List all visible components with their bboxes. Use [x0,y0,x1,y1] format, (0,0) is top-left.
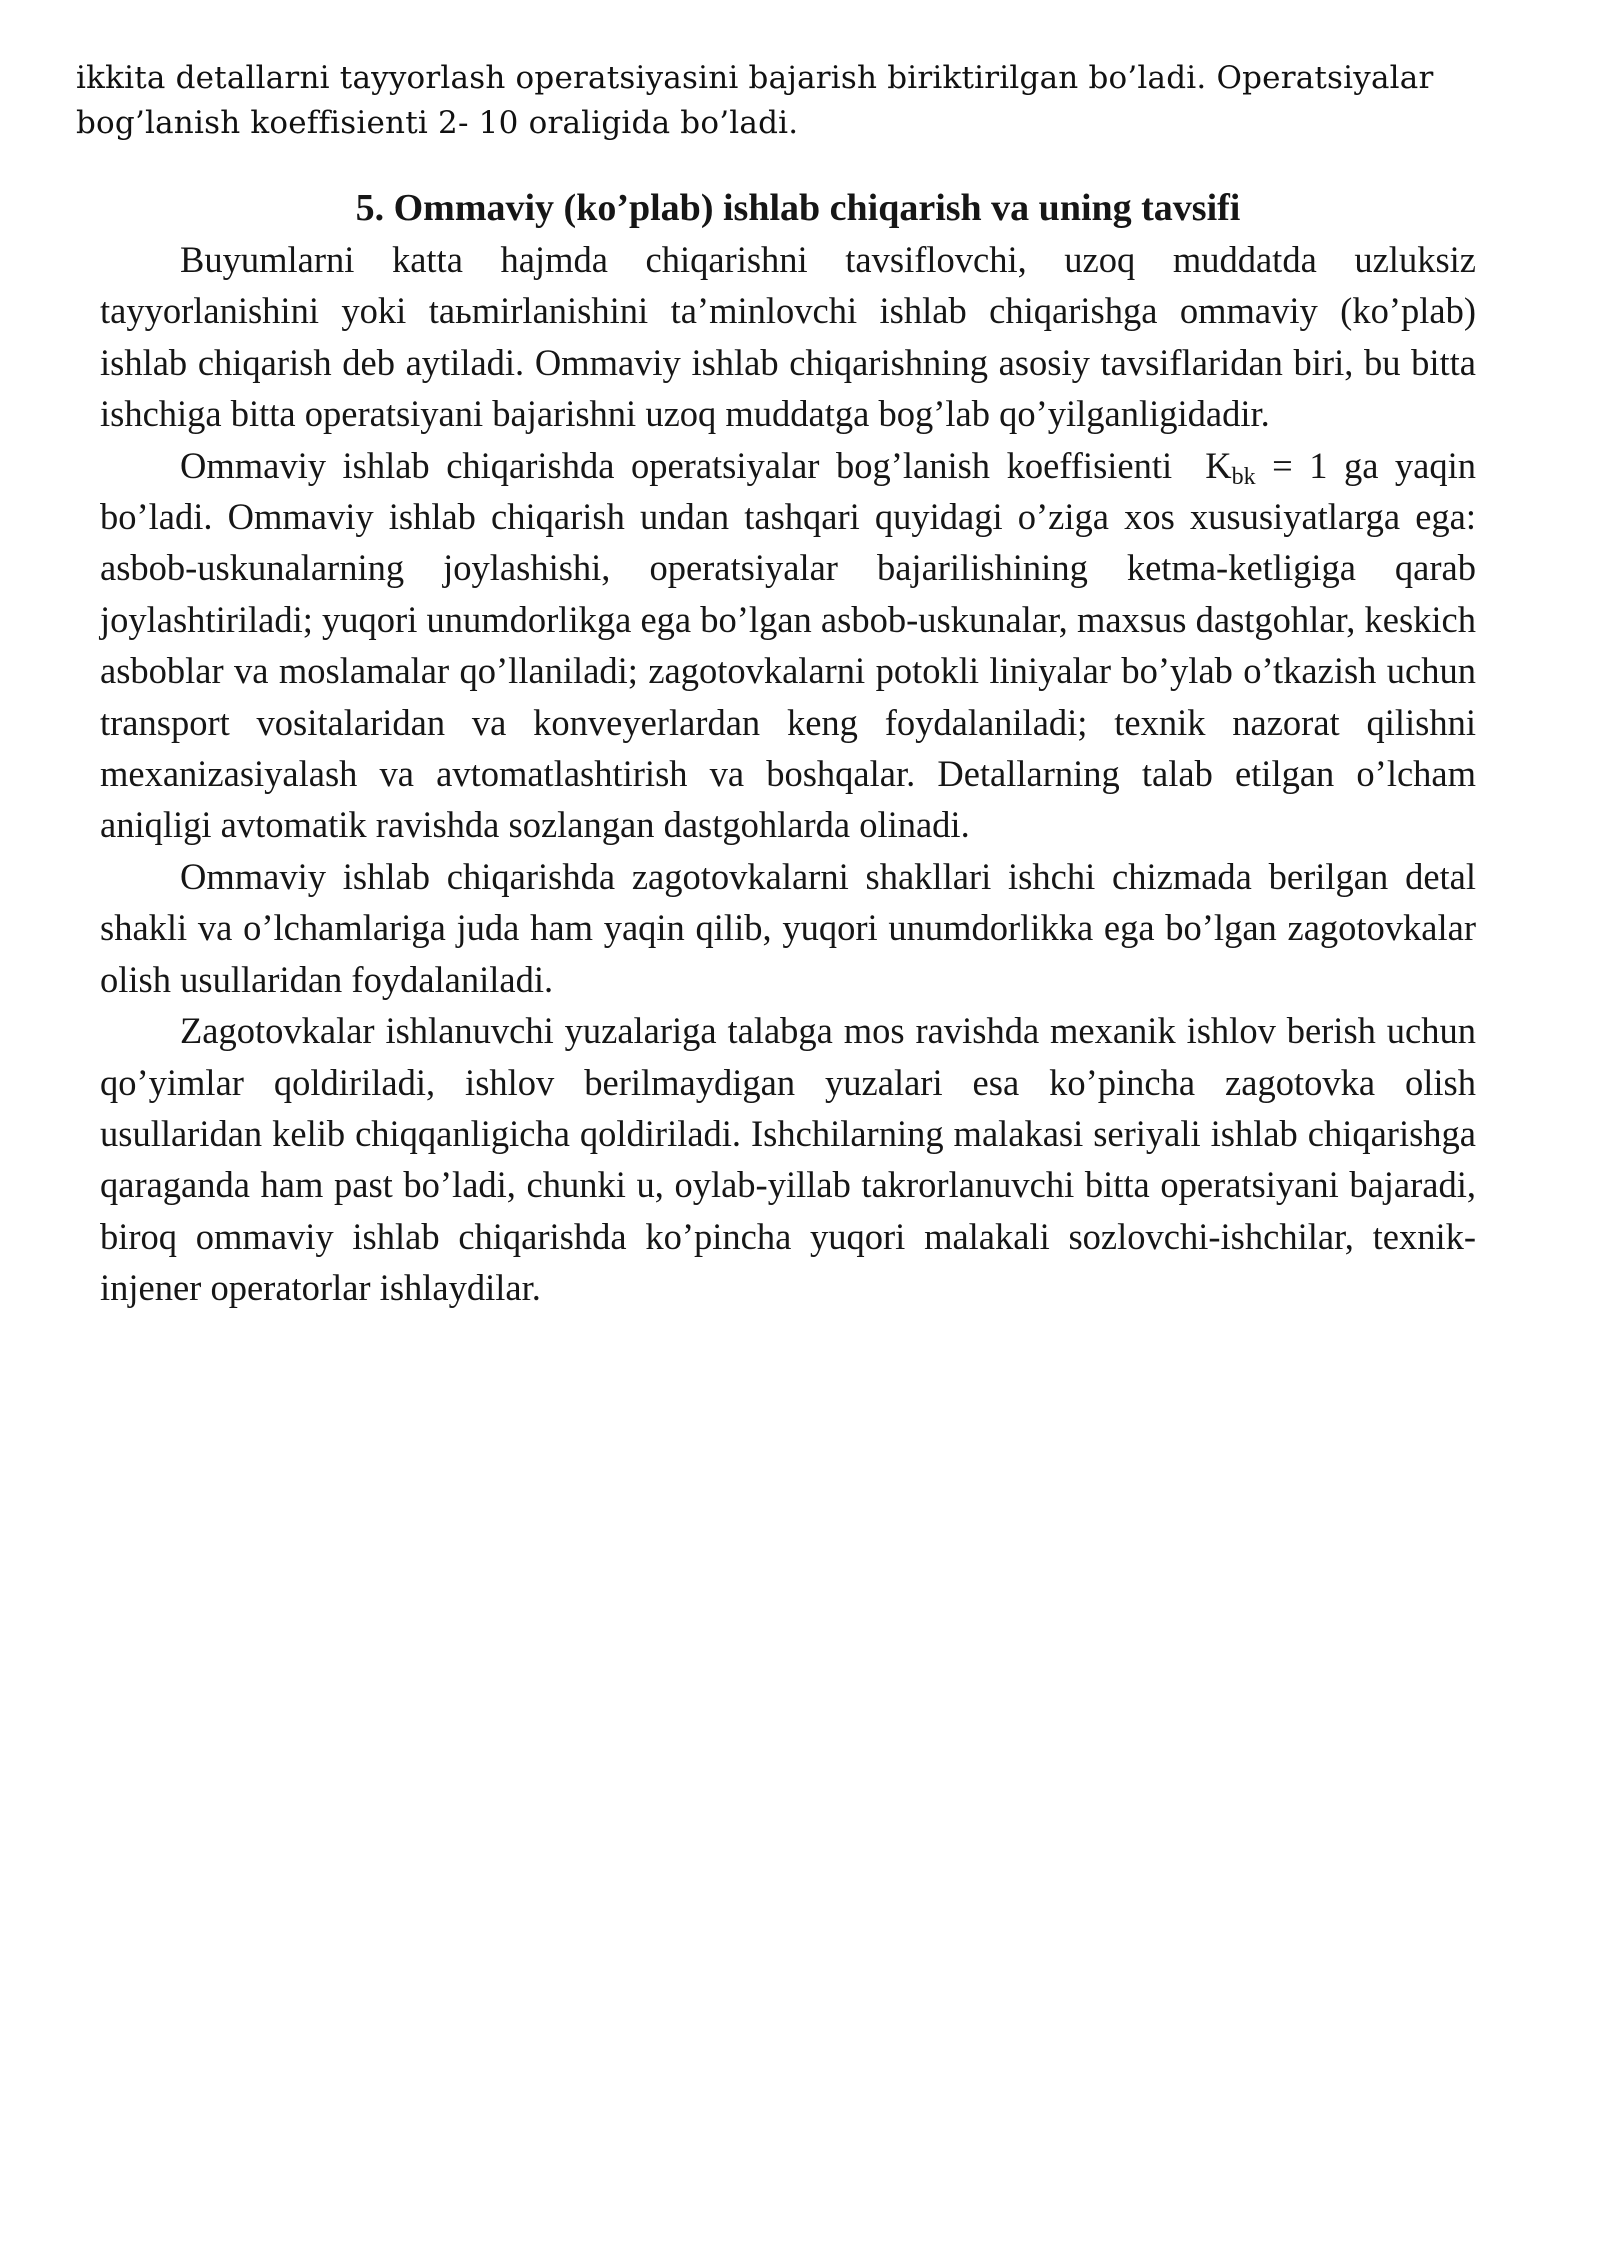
intro-paragraph: ikkita detallarni tayyorlash operatsiyasini bajarish biriktirilgan bo’ladi. Operatsiyalar bog’lanish koeffisienti 2- 10 oraligida bo’ladi. [76,60,1434,141]
coefficient-symbol: K [1205,444,1232,486]
section-title: 5. Ommaviy (ko’plab) ishlab chiqarish va uning tavsifi [355,187,1241,229]
paragraph-2-lead: Ommaviy ishlab chiqarishda operatsiyalar bog’lanish koeffisienti [180,444,1173,486]
paragraph-1: Buyumlarni katta hajmda chiqarishni tavsiflovchi, uzoq muddatda uzluksiz tayyorlanishini yoki taьmirlanishini ta’minlovchi ishlab chiqarishga ommaviy (ko’plab) ishlab chiqarish deb aytiladi. Ommaviy ishlab chiqarishning asosiy tavsiflaridan biri, bu bitta ishchiga bitta operatsiyani bajarishni uzoq muddatga bog’lab qo’yilganligidadir. [100,239,1476,435]
paragraph-4: Zagotovkalar ishlanuvchi yuzalariga talabga mos ravishda mexanik ishlov berish uchun qo’yimlar qoldiriladi, ishlov berilmaydigan yuzalari esa ko’pincha zagotovka olish usullaridan kelib chiqqanligicha qoldiriladi. Ishchilarning malakasi seriyali ishlab chiqarishga qaraganda ham past bo’ladi, chunki u, oylab-yillab takrorlanuvchi bitta operatsiyani bajaradi, biroq ommaviy ishlab chiqarishda ko’pincha yuqori malakali sozlovchi-ishchilar, texnik-injener operatorlar ishlaydilar. [100,1010,1476,1309]
coefficient-subscript: bk [1231,463,1256,490]
paragraph-2-rest: = 1 ga yaqin bo’ladi. Ommaviy ishlab chiqarish undan tashqari quyidagi o’ziga xos xususiyatlarga ega: asbob-uskunalarning joylashishi, operatsiyalar bajarilishining ketma-ketligiga qarab joylashtiriladi; yuqori unumdorlikga ega bo’lgan asbob-uskunalar, maxsus dastgohlar, keskich asboblar va moslamalar qo’llaniladi; zagotovkalarni potokli liniyalar bo’ylab o’tkazish uchun transport vositalaridan va konveyerlardan keng foydalaniladi; texnik nazorat qilishni mexanizasiyalash va avtomatlashtirish va boshqalar. Detallarning talab etilgan o’lcham aniqligi avtomatik ravishda sozlangan dastgohlarda olinadi. [100,444,1477,846]
paragraph-3: Ommaviy ishlab chiqarishda zagotovkalarni shakllari ishchi chizmada berilgan detal shakli va o’lchamlariga juda ham yaqin qilib, yuqori unumdorlikka ega bo’lgan zagotovkalar olish usullaridan foydalaniladi. [100,855,1476,1000]
paragraph-2 [100,440,1476,851]
scanned-section [100,182,1476,1314]
